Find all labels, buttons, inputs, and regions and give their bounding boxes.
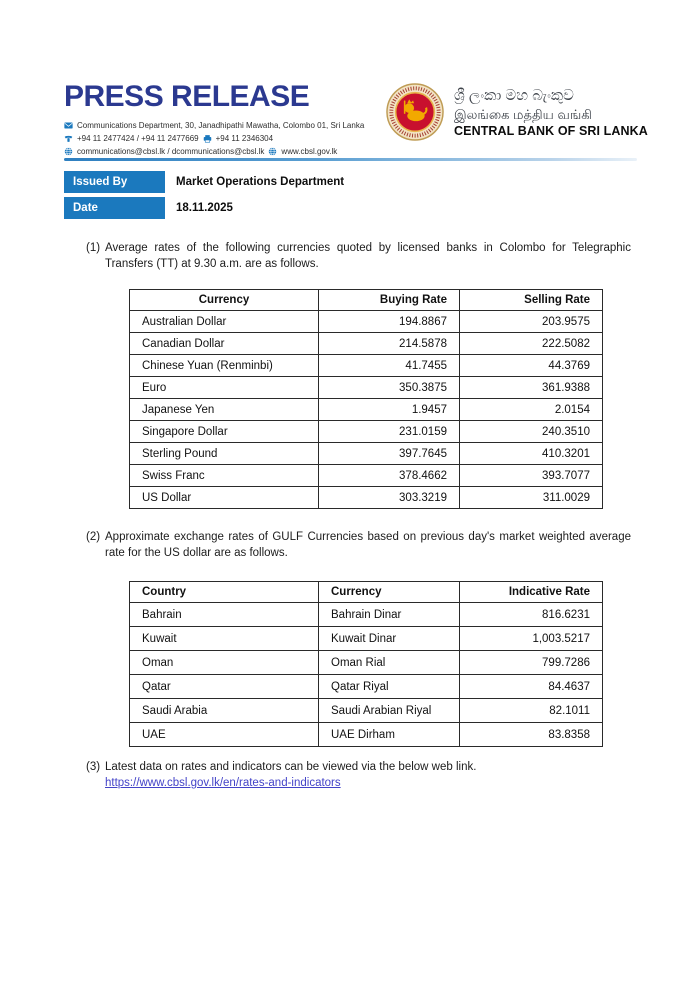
buying-rate-cell: 1.9457 [319,399,460,421]
buying-rate-cell: 214.5878 [319,333,460,355]
contact-address-line [64,119,364,132]
indicative-rate-cell: 82.1011 [460,699,603,723]
currency-cell: Oman Rial [319,651,460,675]
bank-names [454,83,648,140]
contact-address-text: Communications Department, 30, Janadhipathi Mawatha, Colombo 01, Sri Lanka [77,121,365,130]
globe-icon [268,147,277,156]
selling-rate-cell: 203.9575 [460,311,603,333]
section-1-paragraph [86,240,631,272]
buying-rate-cell: 303.3219 [319,487,460,509]
bank-name-tamil: இலங்கை மத்திய வங்கி [454,107,592,122]
section-1-text: Average rates of the following currencies quoted by licensed banks in Colombo for Telegraphic Transfers (TT) at 9.30 a.m. are as follows. [105,242,631,270]
table-row [130,675,603,699]
section-3-marker: (3) [86,761,101,773]
bank-name-sinhala: ශ්‍රී ලංකා මහ බැංකුව [454,87,574,104]
issued-by-row [64,171,344,193]
currency-cell: UAE Dirham [319,723,460,747]
buying-rate-cell: 41.7455 [319,355,460,377]
table-row [130,699,603,723]
selling-rate-cell: 410.3201 [460,443,603,465]
column-header-selling-rate: Selling Rate [460,290,603,311]
table-row [130,311,603,333]
country-cell: Bahrain [130,603,319,627]
currency-cell: Qatar Riyal [319,675,460,699]
currency-cell: Canadian Dollar [130,333,319,355]
table-row [130,399,603,421]
column-header-country: Country [130,582,319,603]
contact-fax-text: +94 11 2346304 [215,134,274,143]
fax-icon [203,134,212,143]
buying-rate-cell: 397.7645 [319,443,460,465]
section-3-paragraph [86,759,631,791]
issued-by-label: Issued By [64,171,165,193]
column-header-buying-rate: Buying Rate [319,290,460,311]
table-row [130,443,603,465]
selling-rate-cell: 44.3769 [460,355,603,377]
table-row [130,627,603,651]
table-row [130,421,603,443]
column-header-currency: Currency [130,290,319,311]
country-cell: Saudi Arabia [130,699,319,723]
tt-rates-table [129,289,603,509]
buying-rate-cell: 231.0159 [319,421,460,443]
section-2-text: Approximate exchange rates of GULF Currencies based on previous day's market weighted average rate for the US dollar are as follows. [105,531,631,559]
indicative-rate-cell: 83.8358 [460,723,603,747]
buying-rate-cell: 194.8867 [319,311,460,333]
selling-rate-cell: 222.5082 [460,333,603,355]
indicative-rate-cell: 816.6231 [460,603,603,627]
rates-and-indicators-link[interactable]: https://www.cbsl.gov.lk/en/rates-and-indicators [105,777,341,789]
column-header-indicative-rate: Indicative Rate [460,582,603,603]
issued-by-value: Market Operations Department [176,176,345,188]
table-row [130,355,603,377]
section-2-marker: (2) [86,531,101,543]
country-cell: Qatar [130,675,319,699]
country-cell: Oman [130,651,319,675]
currency-cell: Chinese Yuan (Renminbi) [130,355,319,377]
selling-rate-cell: 393.7077 [460,465,603,487]
country-cell: Kuwait [130,627,319,651]
currency-cell: Australian Dollar [130,311,319,333]
indicative-rate-cell: 1,003.5217 [460,627,603,651]
buying-rate-cell: 350.3875 [319,377,460,399]
header-divider [64,158,637,161]
table-row [130,377,603,399]
currency-cell: Japanese Yen [130,399,319,421]
bank-name-english: CENTRAL BANK OF SRI LANKA [454,124,648,138]
buying-rate-cell: 378.4662 [319,465,460,487]
contact-phone-text: +94 11 2477424 / +94 11 2477669 [77,134,199,143]
currency-cell: Singapore Dollar [130,421,319,443]
contact-website-text: www.cbsl.gov.lk [281,147,338,156]
table-row [130,487,603,509]
date-label: Date [64,197,165,219]
column-header-currency: Currency [319,582,460,603]
globe-icon [64,147,73,156]
envelope-icon [64,121,73,130]
table-row [130,651,603,675]
contact-phone-line [64,132,364,145]
currency-cell: Swiss Franc [130,465,319,487]
table-header-row [130,290,603,311]
press-release-header [64,82,364,158]
selling-rate-cell: 311.0029 [460,487,603,509]
table-row [130,603,603,627]
contact-email-text: communications@cbsl.lk / dcommunications@cbsl.lk [77,147,265,156]
contact-web-line [64,145,364,158]
gulf-rates-table [129,581,603,747]
selling-rate-cell: 361.9388 [460,377,603,399]
page-title: PRESS RELEASE [64,80,310,113]
country-cell: UAE [130,723,319,747]
table-header-row [130,582,603,603]
currency-cell: Bahrain Dinar [319,603,460,627]
selling-rate-cell: 240.3510 [460,421,603,443]
currency-cell: US Dollar [130,487,319,509]
indicative-rate-cell: 84.4637 [460,675,603,699]
selling-rate-cell: 2.0154 [460,399,603,421]
section-2-paragraph [86,529,631,561]
indicative-rate-cell: 799.7286 [460,651,603,675]
table-row [130,465,603,487]
currency-cell: Kuwait Dinar [319,627,460,651]
bank-identity [386,83,648,141]
phone-icon [64,134,73,143]
currency-cell: Euro [130,377,319,399]
table-row [130,723,603,747]
currency-cell: Sterling Pound [130,443,319,465]
table-row [130,333,603,355]
currency-cell: Saudi Arabian Riyal [319,699,460,723]
date-row [64,197,233,219]
central-bank-seal-logo [386,83,444,141]
date-value: 18.11.2025 [176,202,233,214]
section-3-text: Latest data on rates and indicators can be viewed via the below web link. [105,761,477,773]
section-1-marker: (1) [86,242,101,254]
